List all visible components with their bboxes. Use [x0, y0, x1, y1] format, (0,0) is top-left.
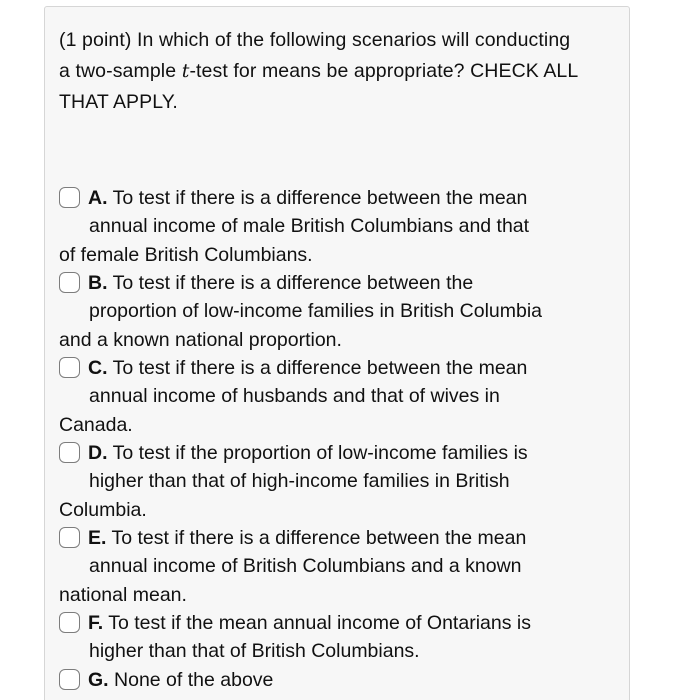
option-c-letter: C.: [88, 356, 108, 379]
option-d-line1: To test if the proportion of low-income families is: [107, 441, 528, 464]
option-e-letter: E.: [88, 526, 107, 549]
option-b-checkbox[interactable]: [59, 272, 80, 293]
option-d-line2: higher than that of high-income families in British: [89, 470, 510, 493]
option-f-line2: higher than that of British Columbians.: [89, 640, 420, 663]
option-e[interactable]: [59, 524, 619, 609]
option-f-line1: To test if the mean annual income of Ontarians is: [103, 611, 531, 634]
option-e-line3: national mean.: [59, 583, 187, 606]
option-a[interactable]: [59, 184, 619, 269]
option-c-line3: Canada.: [59, 413, 133, 436]
option-g[interactable]: [59, 666, 619, 694]
option-c-line1: To test if there is a difference between the mean: [107, 356, 528, 379]
t-symbol: t: [181, 60, 190, 82]
option-f-letter: F.: [88, 611, 104, 634]
option-a-letter: A.: [88, 187, 108, 209]
option-f-checkbox[interactable]: [59, 612, 80, 633]
option-b-line1: To test if there is a difference between the: [107, 271, 474, 294]
question-prompt: [59, 25, 579, 118]
option-e-checkbox[interactable]: [59, 527, 80, 548]
option-b-line2: proportion of low-income families in British Columbia: [89, 300, 543, 323]
option-a-line2: annual income of male British Columbians and that: [89, 215, 530, 238]
option-a-checkbox[interactable]: [59, 187, 80, 208]
option-d[interactable]: [59, 439, 619, 524]
question-card: [44, 6, 630, 700]
option-c-checkbox[interactable]: [59, 357, 80, 378]
option-g-checkbox[interactable]: [59, 669, 80, 690]
answer-options: [59, 184, 619, 694]
option-d-checkbox[interactable]: [59, 442, 80, 463]
option-a-line1: To test if there is a difference between the mean: [107, 187, 528, 209]
option-f[interactable]: [59, 609, 619, 666]
option-b-line3: and a known national proportion.: [59, 328, 342, 351]
option-c-line2: annual income of husbands and that of wives in: [89, 385, 500, 408]
option-d-line3: Columbia.: [59, 498, 147, 521]
option-b-letter: B.: [88, 271, 108, 294]
option-b[interactable]: [59, 269, 619, 354]
option-c[interactable]: [59, 354, 619, 439]
option-e-line2: annual income of British Columbians and a known: [89, 555, 522, 578]
option-g-letter: G.: [88, 668, 109, 691]
option-g-line1: None of the above: [108, 668, 274, 691]
option-e-line1: To test if there is a difference between the mean: [106, 526, 527, 549]
question-text-part1: In which of the following scenarios will conducting a two-sample: [59, 29, 571, 82]
option-d-letter: D.: [88, 441, 108, 464]
question-points: (1 point): [59, 29, 132, 51]
option-a-line3: of female British Columbians.: [59, 243, 313, 266]
question-text-part2: -test for means be appropriate? CHECK ALL THAT APPLY.: [59, 60, 578, 113]
